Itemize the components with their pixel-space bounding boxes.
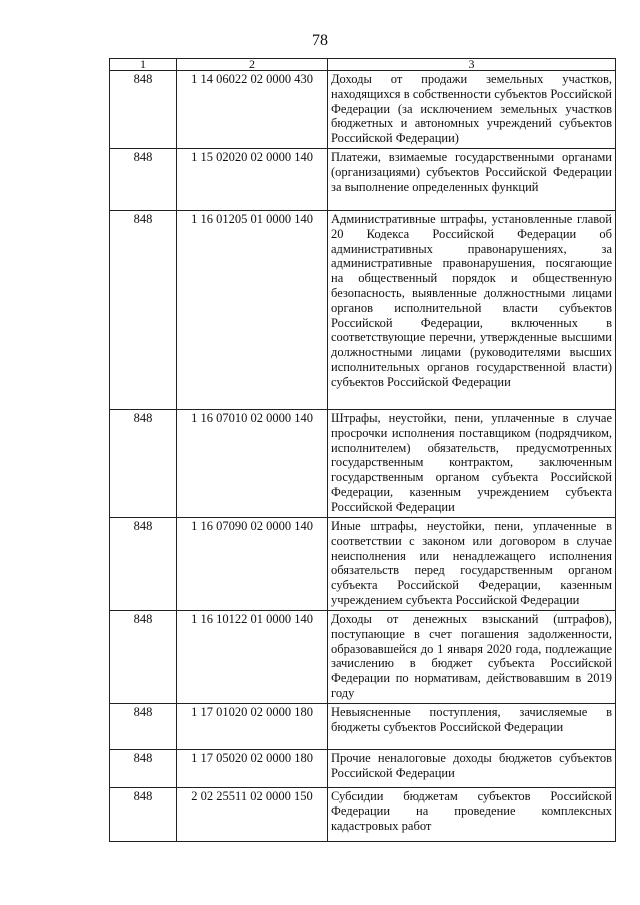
budget-classification-code-cell: 1 15 02020 02 0000 140 (177, 149, 328, 211)
table-row (110, 211, 616, 410)
admin-code-cell: 848 (110, 611, 177, 704)
table-row (110, 410, 616, 518)
column-header-1: 1 (110, 59, 177, 71)
admin-code-cell: 848 (110, 149, 177, 211)
table-row (110, 704, 616, 750)
revenue-description-cell: Штрафы, неустойки, пени, уплаченные в случае просрочки исполнения поставщиком (подрядчиком, исполнителем) обязательств, предусмотренных государственным контрактом, заключенным государственным органом субъекта Российской Федерации, казенным учреждением субъекта Российской Федерации (328, 410, 616, 518)
revenue-description-cell: Прочие неналоговые доходы бюджетов субъектов Российской Федерации (328, 750, 616, 788)
budget-classification-code-cell: 1 16 10122 01 0000 140 (177, 611, 328, 704)
budget-classification-code-cell: 1 17 01020 02 0000 180 (177, 704, 328, 750)
revenue-description-cell: Доходы от денежных взысканий (штрафов), поступающие в счет погашения задолженности, образовавшейся до 1 января 2020 года, подлежащие зачислению в бюджет субъекта Российской Федерации по нормативам, действовавшим в 2019 году (328, 611, 616, 704)
column-header-2: 2 (177, 59, 328, 71)
revenue-description-cell: Невыясненные поступления, зачисляемые в бюджеты субъектов Российской Федерации (328, 704, 616, 750)
admin-code-cell: 848 (110, 788, 177, 842)
budget-classification-code-cell: 1 16 07010 02 0000 140 (177, 410, 328, 518)
table-row (110, 71, 616, 149)
table-row (110, 149, 616, 211)
admin-code-cell: 848 (110, 704, 177, 750)
budget-classification-code-cell: 1 17 05020 02 0000 180 (177, 750, 328, 788)
revenue-description-cell: Административные штрафы, установленные главой 20 Кодекса Российской Федерации об административных правонарушениях, за административные правонарушения, посягающие на общественный порядок и общественную безопасность, выявленные должностными лицами органов исполнительной власти субъектов Российской Федерации, включенных в соответствующие перечни, утвержденные высшими должностными лицами (руководителями высших исполнительных органов государственной власти) субъектов Российской Федерации (328, 211, 616, 410)
admin-code-cell: 848 (110, 518, 177, 611)
revenue-description-cell: Субсидии бюджетам субъектов Российской Федерации на проведение комплексных кадастровых работ (328, 788, 616, 842)
column-header-3: 3 (328, 59, 616, 71)
table-row (110, 518, 616, 611)
revenue-description-cell: Доходы от продажи земельных участков, находящихся в собственности субъектов Российской Федерации (за исключением земельных участков бюджетных и автономных учреждений субъектов Российской Федерации) (328, 71, 616, 149)
table-header-row (110, 59, 616, 71)
page-number: 78 (312, 32, 328, 49)
admin-code-cell: 848 (110, 211, 177, 410)
table-row (110, 611, 616, 704)
budget-classification-code-cell: 1 14 06022 02 0000 430 (177, 71, 328, 149)
budget-classification-code-cell: 2 02 25511 02 0000 150 (177, 788, 328, 842)
admin-code-cell: 848 (110, 410, 177, 518)
revenue-description-cell: Иные штрафы, неустойки, пени, уплаченные в соответствии с законом или договором в случае неисполнения или ненадлежащего исполнения обязательств перед государственным органом субъекта Российской Федерации, казенным учреждением субъекта Российской Федерации (328, 518, 616, 611)
budget-classification-code-cell: 1 16 07090 02 0000 140 (177, 518, 328, 611)
admin-code-cell: 848 (110, 750, 177, 788)
budget-classification-code-cell: 1 16 01205 01 0000 140 (177, 211, 328, 410)
revenue-description-cell: Платежи, взимаемые государственными органами (организациями) субъектов Российской Федерации за выполнение определенных функций (328, 149, 616, 211)
table-row (110, 788, 616, 842)
admin-code-cell: 848 (110, 71, 177, 149)
budget-revenue-table (109, 58, 616, 842)
table-row (110, 750, 616, 788)
